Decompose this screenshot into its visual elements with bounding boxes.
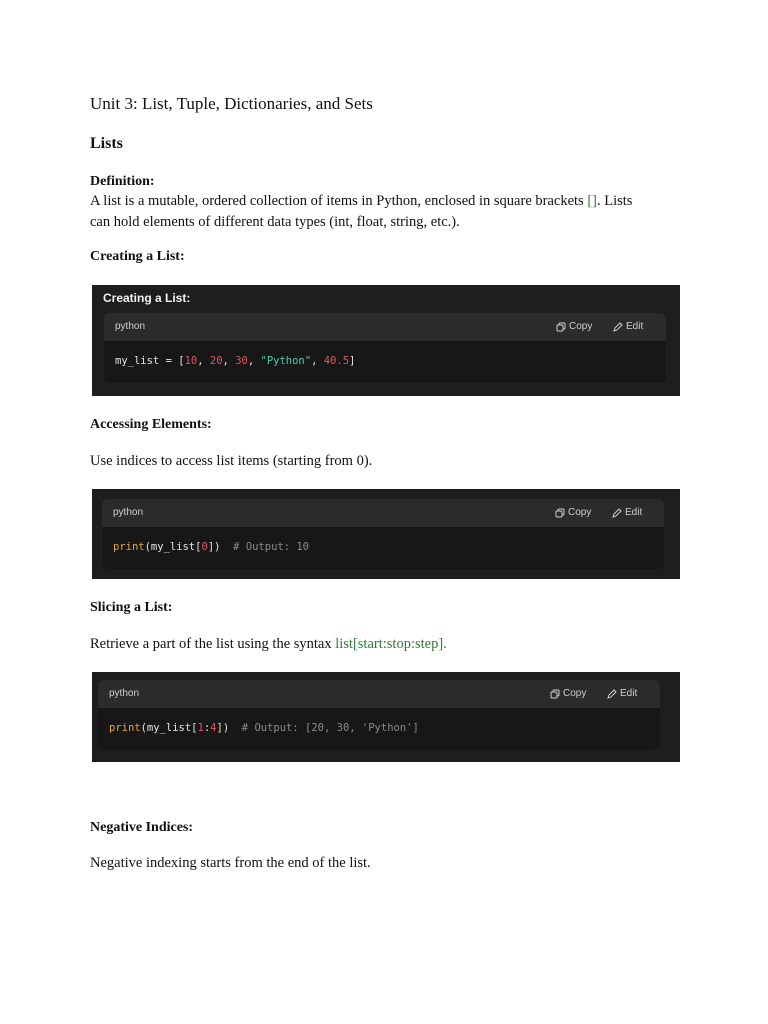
edit-icon: [613, 322, 623, 332]
code-token: ]): [207, 541, 221, 553]
code-token: ,: [222, 355, 236, 367]
slicing-text: [90, 634, 447, 655]
copy-label: Copy: [563, 688, 587, 699]
code-header: [104, 313, 666, 341]
creating-label: Creating a List:: [90, 249, 185, 264]
edit-button[interactable]: [607, 688, 637, 699]
code-token: = [: [159, 355, 185, 367]
code-token: :: [203, 722, 211, 734]
code-body: [98, 708, 660, 750]
code-number: 4: [210, 722, 217, 734]
code-body: [104, 341, 666, 383]
code-number: 30: [235, 355, 248, 367]
edit-label: Edit: [626, 321, 644, 332]
edit-label: Edit: [620, 688, 638, 699]
definition-text-2: . Lists: [596, 193, 633, 209]
code-comment: # Output: 10: [220, 541, 310, 553]
code-comment: # Output: [20, 30, 'Python']: [229, 722, 419, 734]
definition-label: Definition:: [90, 174, 155, 189]
copy-icon: [555, 508, 565, 518]
code-body: [102, 527, 664, 569]
code-block-creating: [92, 285, 680, 396]
slicing-text-main: Retrieve a part of the list using the syntax: [90, 636, 336, 652]
slicing-label: Slicing a List:: [90, 600, 173, 615]
code-function: print: [113, 541, 145, 553]
copy-button[interactable]: [555, 507, 591, 518]
code-token: (my_list[: [140, 722, 198, 734]
section-title: Lists: [90, 135, 123, 152]
definition-line-2: can hold elements of different data types (int, float, string, etc.).: [90, 214, 460, 230]
definition-line-1: [90, 191, 690, 212]
code-language: python: [115, 321, 146, 332]
code-token: ,: [311, 355, 324, 367]
code-token: (my_list[: [144, 541, 202, 553]
accessing-label: Accessing Elements:: [90, 417, 212, 432]
negative-text: Negative indexing starts from the end of the list.: [90, 855, 371, 871]
edit-icon: [612, 508, 622, 518]
code-panel: [102, 499, 664, 569]
unit-title: Unit 3: List, Tuple, Dictionaries, and Sets: [90, 94, 373, 113]
code-number: 10: [184, 355, 198, 367]
code-token: ,: [197, 355, 210, 367]
code-token: my_list: [115, 355, 160, 367]
code-line: [115, 355, 355, 367]
code-header: [98, 680, 660, 708]
code-header: [102, 499, 664, 527]
slicing-syntax: list[start:stop:step].: [335, 636, 447, 652]
copy-button[interactable]: [556, 321, 592, 332]
code-number: 0: [201, 541, 208, 553]
definition-paragraph: [90, 191, 690, 233]
code-line: [109, 722, 419, 734]
edit-label: Edit: [625, 507, 643, 518]
code-number: 20: [209, 355, 223, 367]
code-token: ,: [247, 355, 261, 367]
copy-button[interactable]: [550, 688, 586, 699]
code-block-slicing: [92, 672, 680, 762]
code-number: 1: [197, 722, 204, 734]
definition-brackets: []: [587, 193, 597, 209]
negative-label: Negative Indices:: [90, 820, 194, 835]
copy-label: Copy: [568, 507, 592, 518]
code-string: "Python": [260, 355, 312, 367]
definition-text-1: A list is a mutable, ordered collection of items in Python, enclosed in square brackets: [90, 193, 588, 209]
code-panel: [98, 680, 660, 750]
accessing-text: Use indices to access list items (starting from 0).: [90, 453, 373, 469]
code-number: 40.5: [323, 355, 350, 367]
code-function: print: [109, 722, 141, 734]
code-token: ]): [216, 722, 230, 734]
code-block-accessing: [92, 489, 680, 579]
edit-button[interactable]: [613, 321, 643, 332]
edit-icon: [607, 689, 617, 699]
copy-icon: [556, 322, 566, 332]
code-token: ]: [349, 355, 356, 367]
code-line: [113, 541, 309, 553]
code-panel: [104, 313, 666, 383]
edit-button[interactable]: [612, 507, 642, 518]
code-block-title: Creating a List:: [103, 291, 191, 305]
copy-label: Copy: [569, 321, 593, 332]
copy-icon: [550, 689, 560, 699]
code-language: python: [113, 507, 144, 518]
code-language: python: [109, 688, 140, 699]
